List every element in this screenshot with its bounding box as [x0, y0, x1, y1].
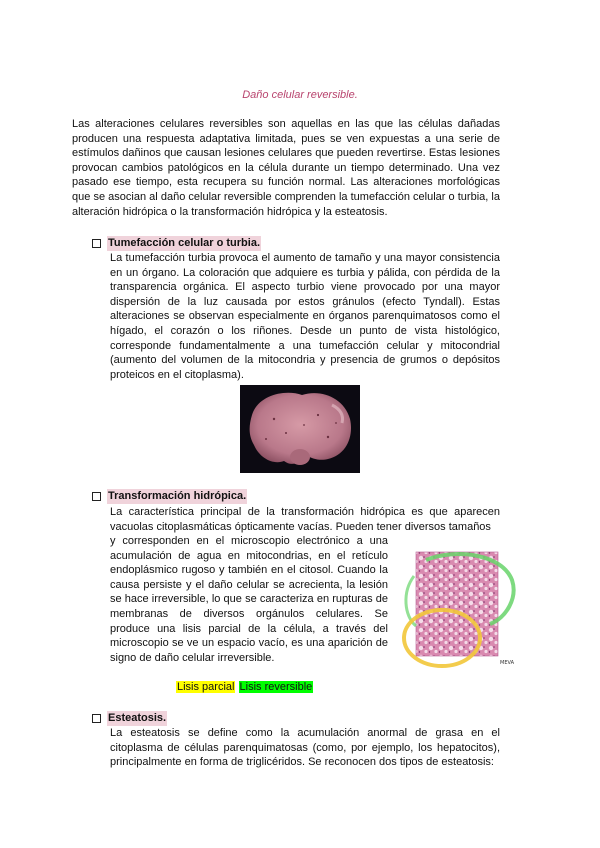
- page-title: Daño celular reversible.: [242, 89, 358, 101]
- tumefaccion-organ-image: [240, 385, 360, 473]
- hidropica-paragraph-1: La característica principal de la transformación hidrópica es que aparecen vacuolas citoplasmáticas ópticamente vacías. Pueden tener diversos tamaños: [110, 506, 500, 533]
- tag-lisis-parcial: Lisis parcial: [177, 681, 235, 693]
- esteatosis-paragraph: La esteatosis se define como la acumulación anormal de grasa en el citoplasma de células parenquimatosas (como, por ejemplo, los hepatocitos), principalmente en forma de triglicéridos. Se reconocen dos tipos de esteatosis:: [110, 727, 500, 769]
- checkbox-icon: [92, 714, 101, 723]
- section-heading-hidropica: [92, 489, 247, 504]
- lisis-tags: [176, 680, 313, 695]
- section-heading-esteatosis: [92, 711, 167, 726]
- tumefaccion-paragraph: La tumefacción turbia provoca el aumento de tamaño y una mayor consistencia en un órgano. La coloración que adquiere es turbia y pálida, con pérdida de la transparencia orgánica. El aspecto turbio viene provocado por una mayor dispersión de la luz causada por estos gránulos (efecto Tyndall). Estas alteraciones se observan especialmente en órganos parenquimatosos como el hígado, el corazón o los riñones. Desde un punto de vista histológico, corresponde fundamentalmente a una tumefacción celular y mitocondrial (aumento del volumen de la mitocondria y presencia de grumos o depósitos proteicos en el citoplasma).: [110, 252, 500, 381]
- image-caption: MEVA: [500, 660, 514, 666]
- intro-paragraph: Las alteraciones celulares reversibles son aquellas en las que las células dañadas producen una respuesta adaptativa limitada, pues se ven expuestas a una serie de estímulos dañinos que causan lesiones celulares que pueden revertirse. Estas lesiones provocan cambios patológicos en la célula durante un tiempo determinado. Una vez pasado ese tiempo, esta recupera su función normal. Las alteraciones morfológicas que se asocian al daño celular reversible comprenden la tumefacción celular o turbia, la alteración hidrópica o la transformación hidrópica y la esteatosis.: [72, 118, 500, 218]
- section-heading-text: Esteatosis.: [108, 712, 167, 724]
- section-heading-text: Tumefacción celular o turbia.: [108, 237, 260, 249]
- checkbox-icon: [92, 492, 101, 501]
- section-heading-text: Transformación hidrópica.: [108, 490, 247, 502]
- hidropica-paragraph-2: y corresponden en el microscopio electrónico a una acumulación de agua en mitocondrias, en el retículo endoplásmico rugoso y también en el citosol. Cuando la causa persiste y el daño celular se acrecienta, la lesión se hace irreversible, lo que se caracteriza en rupturas de membranas de diversos orgánulos celulares. Se produce una lisis parcial de la célula, a través del microscopio se ve un espacio vacío, es una aparición de signo de daño celular irreversible.: [110, 535, 388, 664]
- section-heading-tumefaccion: [92, 236, 261, 251]
- checkbox-icon: [92, 239, 101, 248]
- histology-image: [398, 546, 518, 671]
- tag-lisis-reversible: Lisis reversible: [239, 681, 313, 693]
